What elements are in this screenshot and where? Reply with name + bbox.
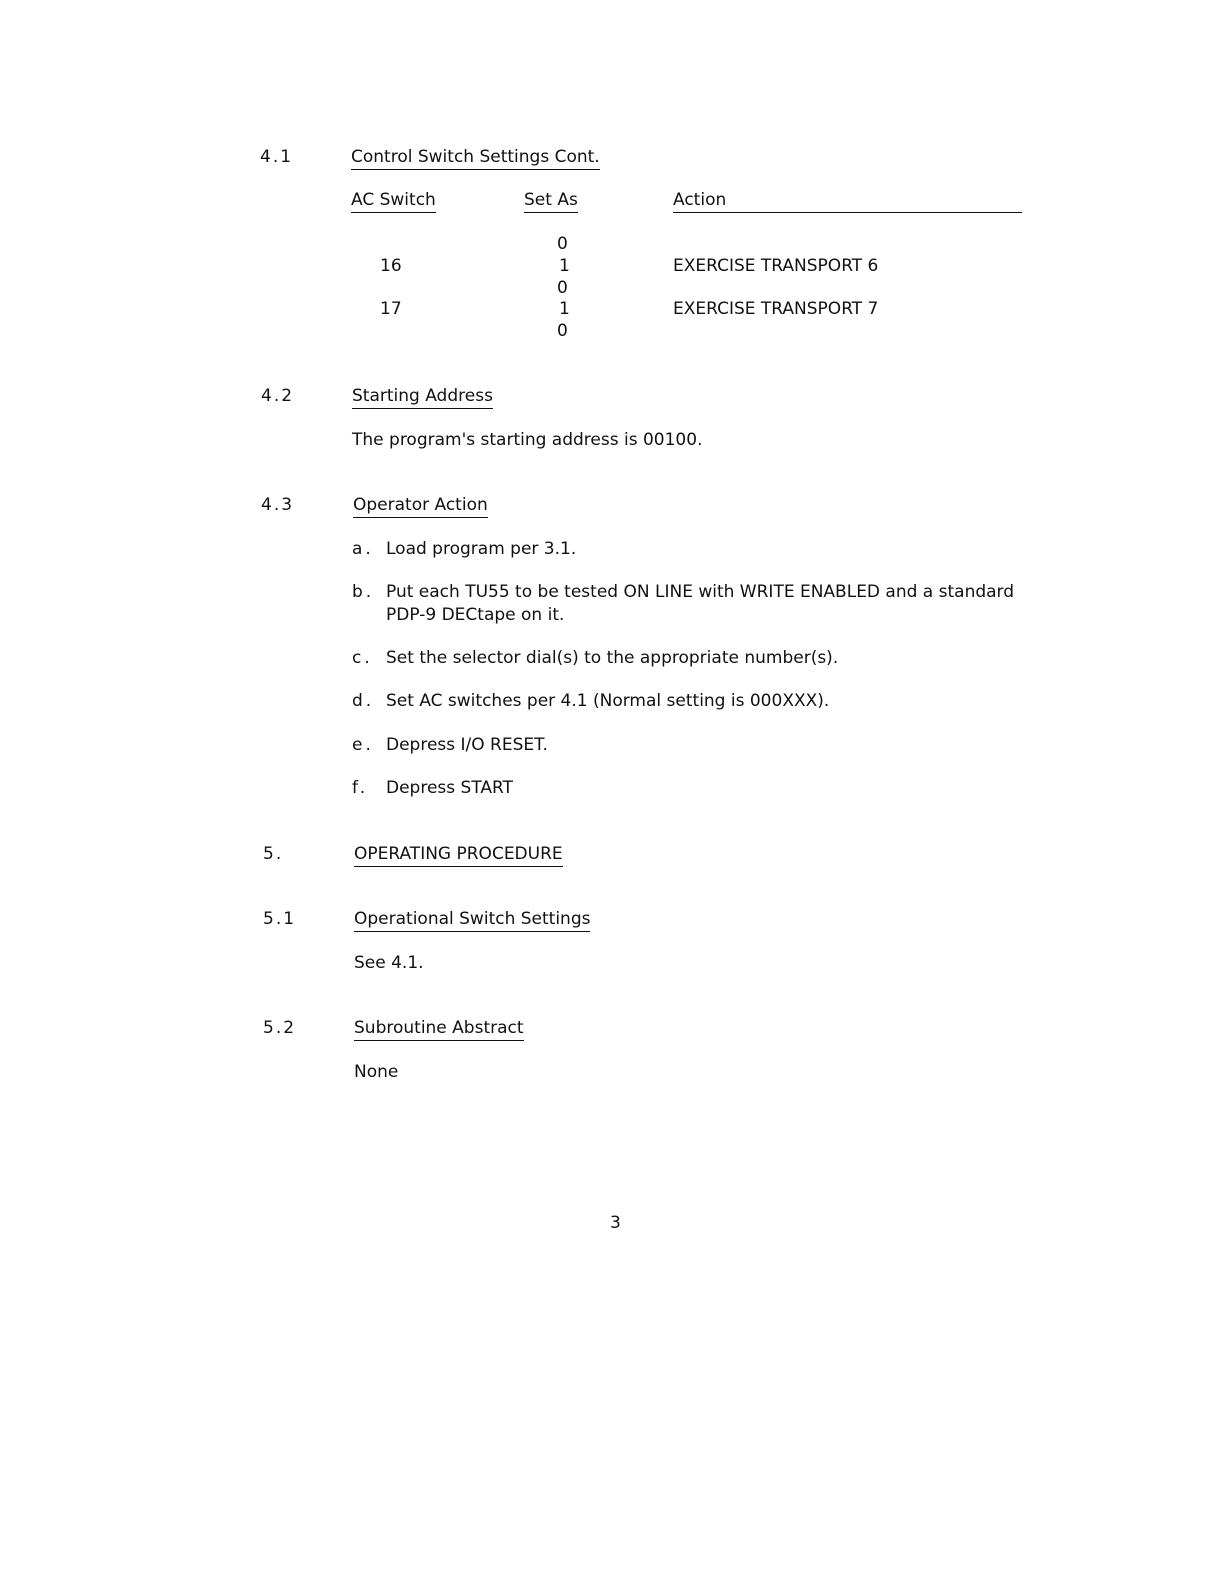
list-item-text-continued: PDP-9 DECtape on it.: [386, 605, 565, 625]
table-header-action: Action: [673, 190, 727, 210]
list-item-letter: b.: [352, 582, 375, 602]
section-body-4-2: The program's starting address is 00100.: [352, 430, 703, 450]
list-item-letter: d.: [352, 691, 375, 711]
table-cell-set-as: 1: [559, 299, 570, 319]
list-item-letter: e.: [352, 735, 374, 755]
section-number-5-1: 5.1: [263, 909, 297, 929]
section-title-5: OPERATING PROCEDURE: [354, 843, 563, 867]
section-number-4-2: 4.2: [261, 386, 295, 406]
table-cell-set-as: 0: [557, 278, 568, 298]
section-number-5: 5.: [263, 844, 284, 864]
list-item-text: Depress START: [386, 778, 513, 798]
list-item-text: Put each TU55 to be tested ON LINE with WRITE ENABLED and a standard: [386, 582, 1015, 602]
section-title-4-1: Control Switch Settings Cont.: [351, 146, 600, 170]
section-title-5-2: Subroutine Abstract: [354, 1017, 524, 1041]
list-item-text: Load program per 3.1.: [386, 539, 577, 559]
section-body-5-2: None: [354, 1062, 399, 1082]
list-item-text: Depress I/O RESET.: [386, 735, 548, 755]
table-cell-set-as: 0: [557, 321, 568, 341]
section-title-4-3: Operator Action: [353, 494, 488, 518]
section-title-5-1: Operational Switch Settings: [354, 908, 590, 932]
table-cell-ac-switch: 17: [380, 299, 402, 319]
section-number-5-2: 5.2: [263, 1018, 297, 1038]
list-item-letter: a.: [352, 539, 374, 559]
list-item-text: Set the selector dial(s) to the appropriate number(s).: [386, 648, 839, 668]
section-number-4-1: 4.1: [260, 147, 294, 167]
table-header-set-as: Set As: [524, 189, 578, 213]
section-body-5-1: See 4.1.: [354, 953, 424, 973]
page-number: 3: [610, 1213, 621, 1233]
table-cell-ac-switch: 16: [380, 256, 402, 276]
action-header-rule: [673, 212, 1022, 213]
table-cell-action: EXERCISE TRANSPORT 7: [673, 299, 879, 319]
section-title-4-2: Starting Address: [352, 385, 493, 409]
table-cell-action: EXERCISE TRANSPORT 6: [673, 256, 879, 276]
table-cell-set-as: 1: [559, 256, 570, 276]
table-header-ac-switch: AC Switch: [351, 189, 436, 213]
section-number-4-3: 4.3: [261, 495, 295, 515]
list-item-text: Set AC switches per 4.1 (Normal setting is 000XXX).: [386, 691, 830, 711]
list-item-letter: c.: [352, 648, 373, 668]
list-item-letter: f.: [352, 778, 369, 798]
table-cell-set-as: 0: [557, 234, 568, 254]
